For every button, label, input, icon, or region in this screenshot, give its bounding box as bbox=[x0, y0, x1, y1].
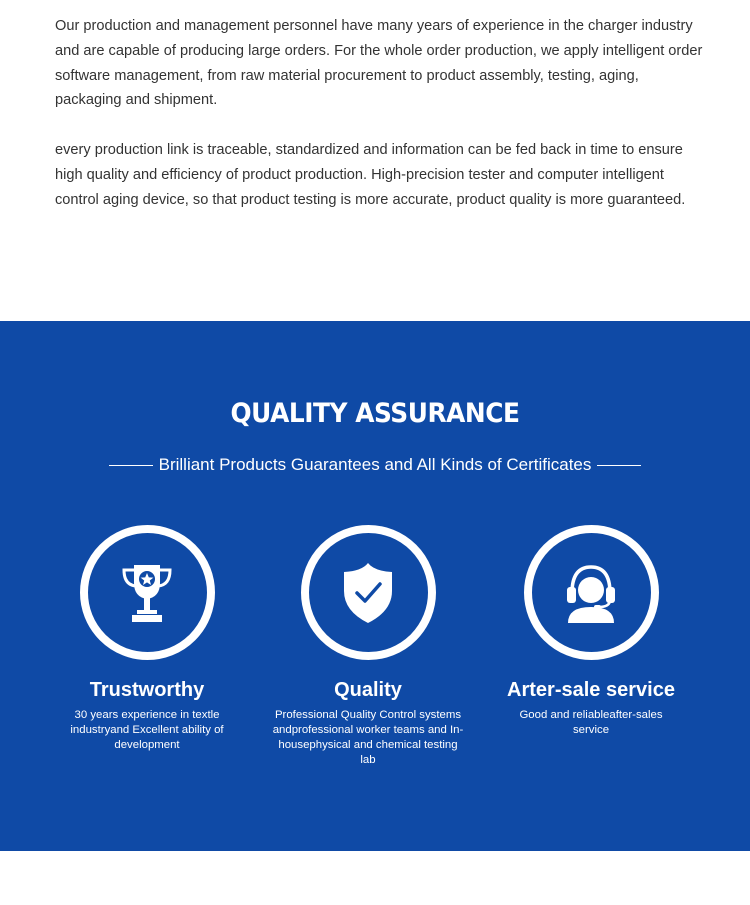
headset-support-icon bbox=[561, 561, 621, 625]
intro-paragraph: Our production and management personnel have many years of experience in the charger industry and are capable of producing large orders. For the whole order production, we apply intelligent order software management, from raw material procurement to product assembly, testing, aging, packaging and shipment. bbox=[55, 18, 703, 109]
feature-card-trustworthy bbox=[47, 525, 247, 753]
icon-ring bbox=[524, 525, 659, 660]
subtitle-right-rule bbox=[597, 465, 641, 466]
icon-ring bbox=[301, 525, 436, 660]
feature-card-quality bbox=[268, 525, 468, 768]
trophy-icon bbox=[117, 561, 177, 625]
intro-section bbox=[55, 14, 705, 213]
section-title: QUALITY ASSURANCE bbox=[230, 398, 520, 429]
feature-description: Good and reliableafter-sales service bbox=[519, 709, 663, 736]
feature-title: Trustworthy bbox=[89, 679, 205, 701]
feature-description: 30 years experience in textle industryand Excellent ability of development bbox=[70, 709, 224, 751]
section-subtitle bbox=[0, 455, 750, 475]
subtitle-left-rule bbox=[109, 465, 153, 466]
quality-assurance-section bbox=[0, 321, 750, 851]
feature-card-after-sale bbox=[491, 525, 691, 738]
icon-ring bbox=[80, 525, 215, 660]
intro-paragraph: every production link is traceable, standardized and information can be fed back in time to ensure high quality and efficiency of product production. High-precision tester and computer intelligent control aging device, so that product testing is more accurate, product quality is more guaranteed. bbox=[55, 142, 686, 208]
feature-description: Professional Quality Control systems andprofessional worker teams and In-housephysical and chemical testing lab bbox=[272, 709, 464, 766]
shield-check-icon bbox=[340, 561, 396, 625]
feature-title: Arter-sale service bbox=[507, 679, 675, 701]
subtitle-text: Brilliant Products Guarantees and All Kinds of Certificates bbox=[158, 455, 592, 474]
feature-title: Quality bbox=[334, 679, 402, 701]
